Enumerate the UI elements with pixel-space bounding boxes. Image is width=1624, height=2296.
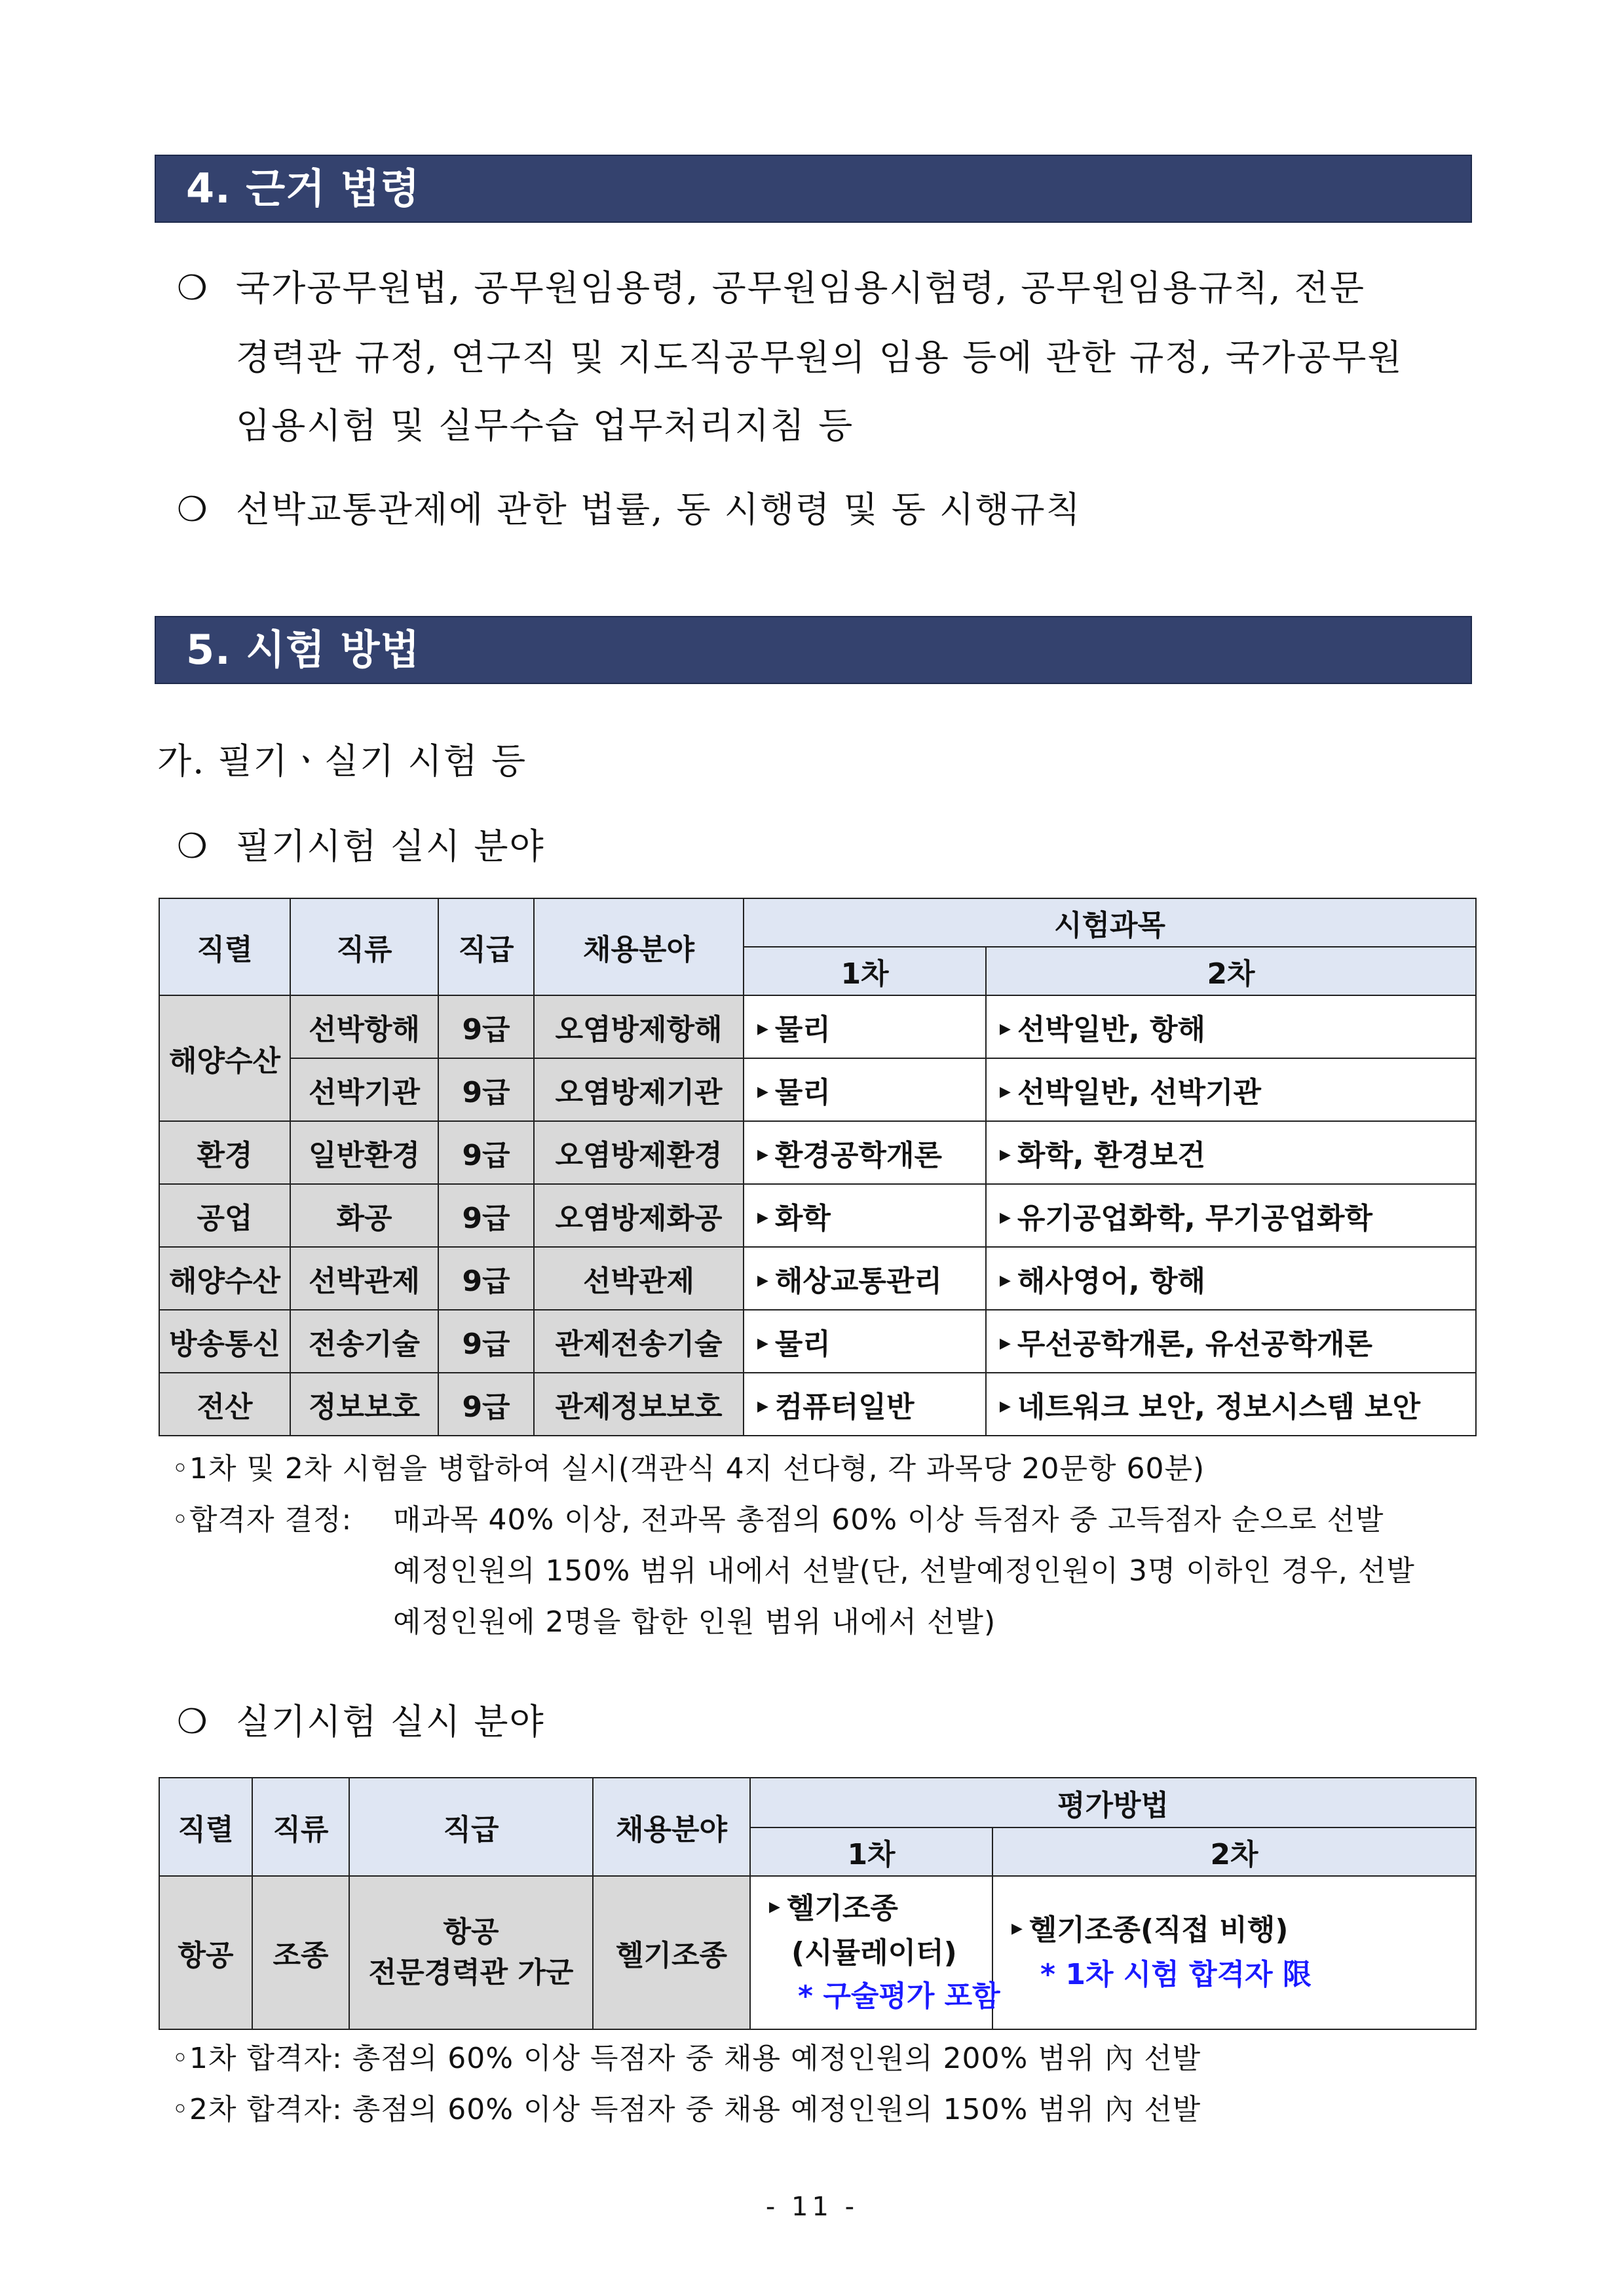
cell-series: 항공: [159, 1876, 252, 2029]
cell-first: ▶ 환경공학개론: [744, 1121, 986, 1184]
header-grade: 직급: [349, 1778, 593, 1876]
table-row: [159, 995, 1476, 1058]
cell-class: 조종: [252, 1876, 349, 2029]
triangle-bullet-icon: ▶: [757, 1335, 768, 1352]
section-5-title: 5. 시험 방법: [186, 626, 421, 674]
cell-field: 오염방제기관: [534, 1058, 744, 1121]
cell-class: 선박기관: [290, 1058, 438, 1121]
cell-first: ▶ 헬기조종 (시뮬레이터) * 구술평가 포함: [750, 1876, 992, 2029]
header-second: 2차: [986, 947, 1476, 995]
note-mark-icon: ◦: [172, 1452, 189, 1485]
cell-grade: 9급: [438, 995, 534, 1058]
written-note-1: ◦1차 및 2차 시험을 병합하여 실시(객관식 4지 선다형, 각 과목당 20문항 60분): [172, 1452, 1205, 1485]
note-mark-icon: ◦: [172, 1503, 189, 1537]
pass-limit-note: * 1차 시험 합격자 限: [1040, 1958, 1312, 1991]
cell-field: 관제정보보호: [534, 1373, 744, 1436]
cell-class: 일반환경: [290, 1121, 438, 1184]
oral-eval-note: * 구술평가 포함: [798, 1980, 1000, 2013]
table-row: [159, 1310, 1476, 1373]
cell-grade: 9급: [438, 1121, 534, 1184]
practical-note-1: ◦1차 합격자: 총점의 60% 이상 득점자 중 채용 예정인원의 200% 범위 內 선발: [172, 2042, 1201, 2075]
table-row: [159, 1247, 1476, 1310]
cell-field: 관제전송기술: [534, 1310, 744, 1373]
note-mark-icon: ◦: [172, 2093, 189, 2126]
page-number: - 11 -: [765, 2192, 859, 2222]
header-grade: 직급: [438, 898, 534, 995]
cell-first: ▶ 물리: [744, 1058, 986, 1121]
bullet-icon: ❍: [177, 827, 208, 866]
cell-series: 공업: [159, 1184, 290, 1247]
cell-first: ▶ 해상교통관리: [744, 1247, 986, 1310]
header-first: 1차: [744, 947, 986, 995]
triangle-bullet-icon: ▶: [1000, 1209, 1011, 1226]
grade-line-1: 항공: [443, 1915, 499, 1949]
cell-field: 헬기조종: [593, 1876, 750, 2029]
cell-first: ▶ 컴퓨터일반: [744, 1373, 986, 1436]
law-item-1-line-2: 경력관 규정, 연구직 및 지도직공무원의 임용 등에 관한 규정, 국가공무원: [236, 337, 1403, 378]
cell-field: 오염방제항해: [534, 995, 744, 1058]
header-class: 직류: [252, 1778, 349, 1876]
cell-second: ▶ 화학, 환경보건: [986, 1121, 1476, 1184]
cell-grade: 9급: [438, 1184, 534, 1247]
written-note-2: ◦합격자 결정:: [172, 1503, 352, 1537]
written-exam-table: [159, 898, 1477, 1436]
cell-second: ▶ 헬기조종(직접 비행) * 1차 시험 합격자 限: [992, 1876, 1476, 2029]
cell-field: 오염방제화공: [534, 1184, 744, 1247]
table-row: [159, 1876, 1476, 2029]
cell-grade: 9급: [438, 1058, 534, 1121]
cell-class: 선박항해: [290, 995, 438, 1058]
header-field: 채용분야: [534, 898, 744, 995]
cell-second: ▶ 선박일반, 선박기관: [986, 1058, 1476, 1121]
cell-grade: 9급: [438, 1373, 534, 1436]
cell-second: ▶ 해사영어, 항해: [986, 1247, 1476, 1310]
written-note-2-line-3: 예정인원에 2명을 합한 인원 범위 내에서 선발): [393, 1605, 996, 1639]
triangle-bullet-icon: ▶: [757, 1272, 768, 1289]
triangle-bullet-icon: ▶: [757, 1398, 768, 1415]
header-first: 1차: [750, 1827, 992, 1876]
written-note-2-line-1: 매과목 40% 이상, 전과목 총점의 60% 이상 득점자 중 고득점자 순으로 선발: [393, 1503, 1384, 1537]
cell-series: 방송통신: [159, 1310, 290, 1373]
cell-grade: 9급: [438, 1310, 534, 1373]
written-exam-heading: 필기시험 실시 분야: [236, 826, 545, 867]
table-row: [159, 1184, 1476, 1247]
law-item-1-line-1: 국가공무원법, 공무원임용령, 공무원임용시험령, 공무원임용규칙, 전문: [236, 267, 1366, 309]
cell-second: ▶ 네트워크 보안, 정보시스템 보안: [986, 1373, 1476, 1436]
triangle-bullet-icon: ▶: [1000, 1020, 1011, 1037]
section-5-header: [155, 616, 1472, 684]
cell-first: ▶ 물리: [744, 1310, 986, 1373]
bullet-icon: ❍: [177, 1702, 208, 1742]
triangle-bullet-icon: ▶: [1000, 1272, 1011, 1289]
table-row: [159, 1058, 1476, 1121]
header-second: 2차: [992, 1827, 1476, 1876]
triangle-bullet-icon: ▶: [1011, 1921, 1023, 1937]
cell-grade: [349, 1876, 593, 2029]
header-series: 직렬: [159, 898, 290, 995]
cell-first: ▶ 물리: [744, 995, 986, 1058]
cell-series: 해양수산: [159, 1247, 290, 1310]
cell-first: ▶ 화학: [744, 1184, 986, 1247]
bullet-icon: ❍: [177, 269, 208, 308]
section-4-title: 4. 근거 법령: [186, 164, 421, 212]
cell-class: 선박관제: [290, 1247, 438, 1310]
practical-exam-table: [159, 1777, 1477, 2030]
cell-series: 환경: [159, 1121, 290, 1184]
triangle-bullet-icon: ▶: [757, 1209, 768, 1226]
cell-second: ▶ 선박일반, 항해: [986, 995, 1476, 1058]
cell-class: 화공: [290, 1184, 438, 1247]
law-item-2: 선박교통관제에 관한 법률, 동 시행령 및 동 시행규칙: [236, 489, 1082, 530]
cell-field: 선박관제: [534, 1247, 744, 1310]
cell-second: ▶ 무선공학개론, 유선공학개론: [986, 1310, 1476, 1373]
grade-line-2: 전문경력관 가군: [368, 1956, 574, 1989]
cell-class: 정보보호: [290, 1373, 438, 1436]
triangle-bullet-icon: ▶: [757, 1146, 768, 1163]
header-field: 채용분야: [593, 1778, 750, 1876]
written-note-2-line-2: 예정인원의 150% 범위 내에서 선발(단, 선발예정인원이 3명 이하인 경우, 선발: [393, 1554, 1415, 1588]
table-row: [159, 1121, 1476, 1184]
triangle-bullet-icon: ▶: [1000, 1146, 1011, 1163]
triangle-bullet-icon: ▶: [1000, 1398, 1011, 1415]
triangle-bullet-icon: ▶: [757, 1020, 768, 1037]
law-item-1-line-3: 임용시험 및 실무수습 업무처리지침 등: [236, 405, 854, 446]
cell-series: 전산: [159, 1373, 290, 1436]
practical-note-2: ◦2차 합격자: 총점의 60% 이상 득점자 중 채용 예정인원의 150% 범위 內 선발: [172, 2093, 1201, 2126]
cell-second: ▶ 유기공업화학, 무기공업화학: [986, 1184, 1476, 1247]
triangle-bullet-icon: ▶: [757, 1083, 768, 1100]
header-class: 직류: [290, 898, 438, 995]
practical-exam-heading: 실기시험 실시 분야: [236, 1701, 545, 1742]
subsection-a-title: 가. 필기ㆍ실기 시험 등: [157, 740, 527, 782]
cell-series: 해양수산: [159, 995, 290, 1121]
cell-class: 전송기술: [290, 1310, 438, 1373]
triangle-bullet-icon: ▶: [1000, 1083, 1011, 1100]
header-subjects: 시험과목: [744, 898, 1476, 947]
header-series: 직렬: [159, 1778, 252, 1876]
cell-grade: 9급: [438, 1247, 534, 1310]
note-mark-icon: ◦: [172, 2042, 189, 2075]
triangle-bullet-icon: ▶: [769, 1899, 780, 1915]
table-row: [159, 1373, 1476, 1436]
cell-field: 오염방제환경: [534, 1121, 744, 1184]
header-method: 평가방법: [750, 1778, 1476, 1827]
triangle-bullet-icon: ▶: [1000, 1335, 1011, 1352]
bullet-icon: ❍: [177, 490, 208, 529]
section-4-header: [155, 155, 1472, 223]
